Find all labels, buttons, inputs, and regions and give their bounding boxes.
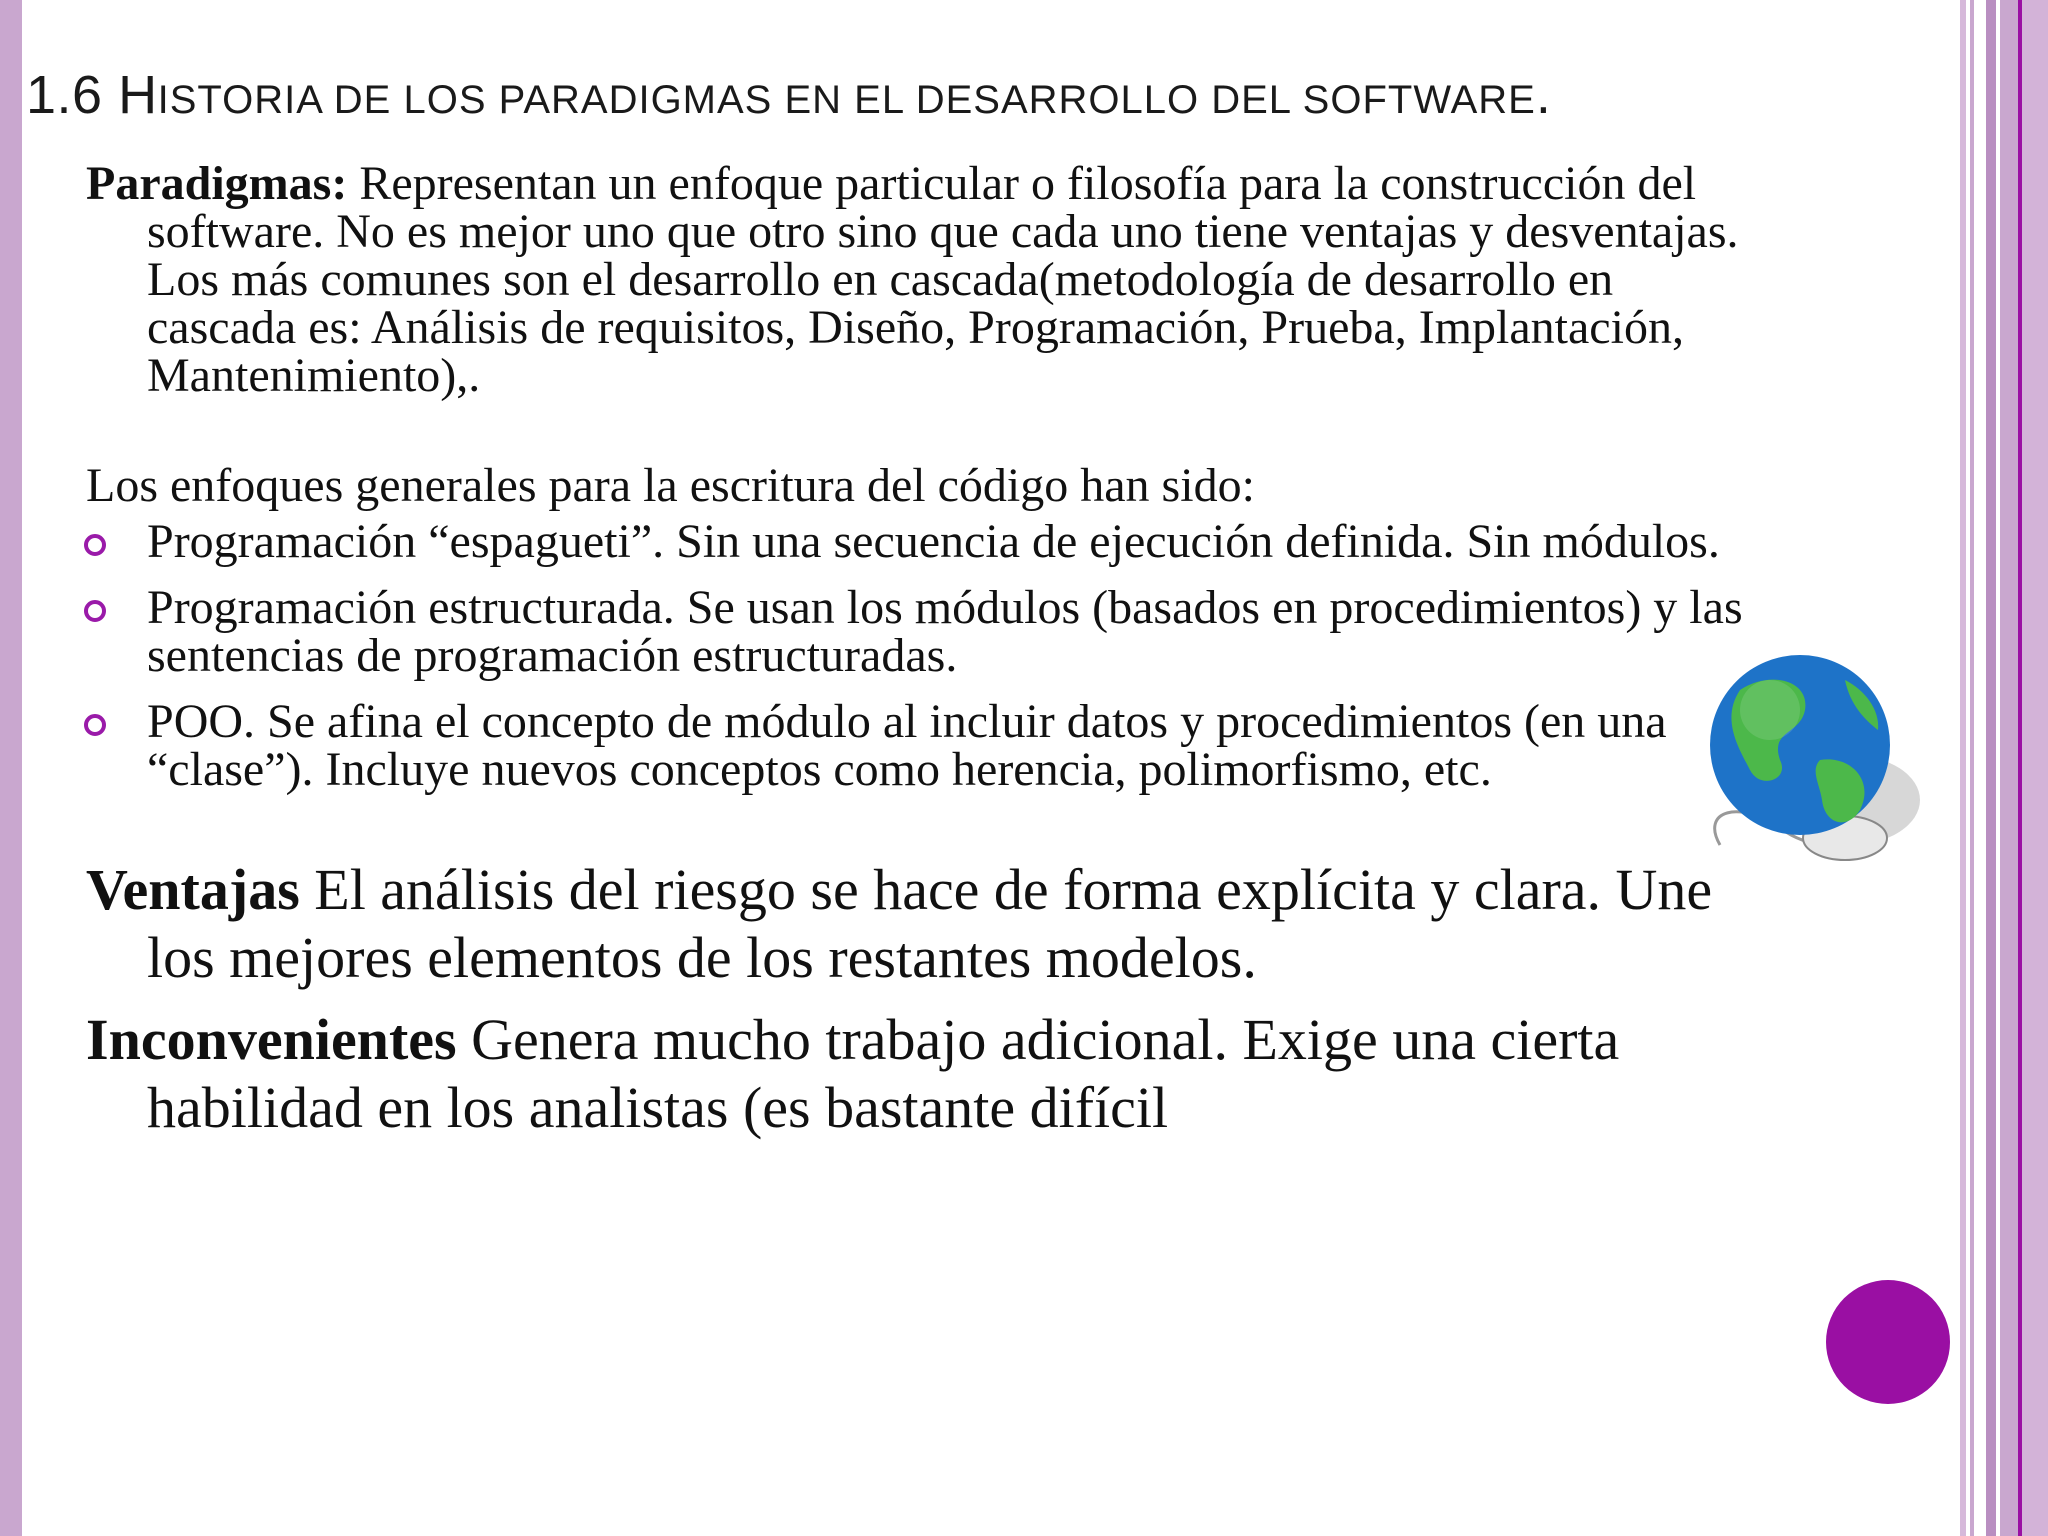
inconvenientes-text: Genera mucho trabajo adicional. Exige una cierta habilidad en los analistas (es bastante difícil (147, 1007, 1620, 1140)
list-item: POO. Se afina el concepto de módulo al incluir datos y procedimientos (en una “clase”). Incluye nuevos conceptos como herencia, polimorfismo, etc. (86, 698, 1807, 794)
slide-content (86, 157, 1746, 1142)
enfoques-intro: Los enfoques generales para la escritura del código han sido: (86, 459, 1255, 512)
bullet-ring-icon (84, 600, 106, 622)
ventajas-paragraph (86, 856, 1746, 992)
inconvenientes-paragraph (86, 1006, 1746, 1142)
left-border-stripe (0, 0, 25, 1536)
purple-circle-decoration (1826, 1280, 1950, 1404)
globe-mouse-clipart (1700, 650, 1930, 880)
bullet-ring-icon (84, 534, 106, 556)
ventajas-label: Ventajas (86, 857, 300, 922)
bullet-ring-icon (84, 714, 106, 736)
paradigmas-text: Representan un enfoque particular o filosofía para la construcción del software. No es mejor uno que otro sino que cada uno tiene ventajas y desventajas. Los más comunes son el desarrollo en cascada(metodología de desarrollo en cascada es: Análisis de requisitos, Diseño, Programación, Prueba, Implantación, Mantenimiento),. (147, 157, 1739, 402)
list-item: Programación “espagueti”. Sin una secuencia de ejecución definida. Sin módulos. (86, 518, 1807, 566)
right-border-decoration (1960, 0, 2048, 1536)
paradigmas-label: Paradigmas: (86, 157, 348, 210)
paradigmas-paragraph (86, 157, 1746, 402)
slide-title: 1.6 HISTORIA DE LOS PARADIGMAS EN EL DESARROLLO DEL SOFTWARE. (26, 65, 1552, 125)
list-item: Programación estructurada. Se usan los módulos (basados en procedimientos) y las sentencias de programación estructuradas. (86, 584, 1807, 680)
enfoques-list (86, 515, 1746, 796)
inconvenientes-label: Inconvenientes (86, 1007, 457, 1072)
ventajas-text: El análisis del riesgo se hace de forma explícita y clara. Une los mejores elementos de los restantes modelos. (147, 857, 1713, 990)
